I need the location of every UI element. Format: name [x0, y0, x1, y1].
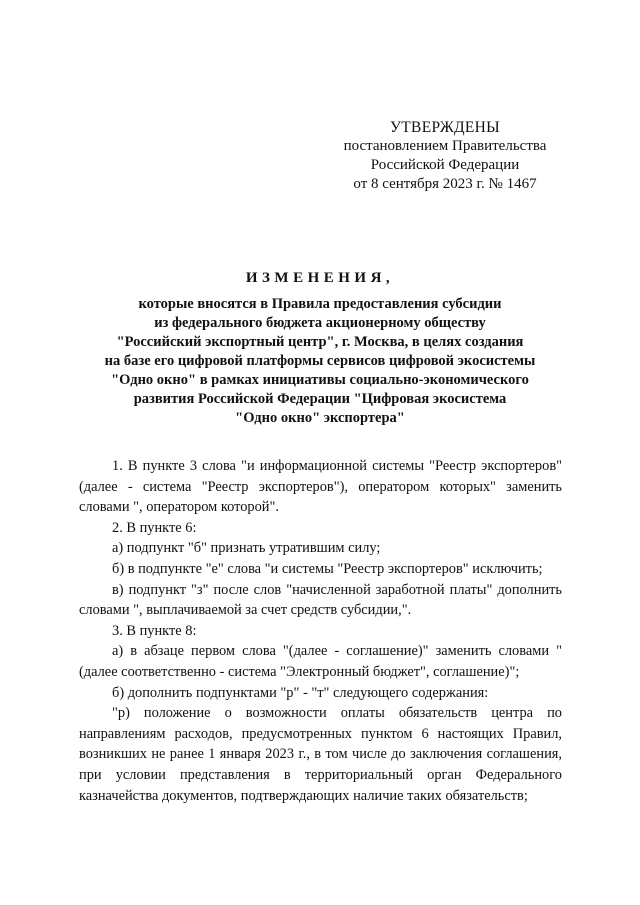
document-body [79, 456, 562, 806]
document-title: ИЗМЕНЕНИЯ, [245, 270, 395, 286]
paragraph: 3. В пункте 8: [112, 622, 197, 639]
subtitle-line: развития Российской Федерации "Цифровая экосистема [133, 391, 507, 407]
approval-heading: УТВЕРЖДЕНЫ [390, 119, 500, 136]
paragraph: 1. В пункте 3 слова "и информационной системы "Реестр экспортеров" (далее - система "Реестр экспортеров"), оператором которых" заменить словами ", оператором которой". [79, 458, 562, 516]
subtitle-line: "Одно окно" экспортера" [235, 410, 405, 426]
paragraph: а) в абзаце первом слова "(далее - соглашение)" заменить словами "(далее соответственно - система "Электронный бюджет", соглашение)"; [79, 643, 562, 680]
subtitle-line: которые вносятся в Правила предоставления субсидии [138, 296, 502, 312]
subtitle-line: "Одно окно" в рамках инициативы социально-экономического [111, 372, 529, 388]
subtitle-line: из федерального бюджета акционерному обществу [154, 315, 486, 331]
subtitle-line: на базе его цифровой платформы сервисов цифровой экосистемы [104, 353, 536, 369]
paragraph: "р) положение о возможности оплаты обязательств центра по направлениям расходов, предусмотренных пунктом 6 настоящих Правил, возникших не ранее 1 января 2023 г., в том числе до заключения соглашения, при условии представления в территориальный орган Федерального казначейства документов, подтверждающих наличие таких обязательств; [79, 705, 562, 804]
paragraph: 2. В пункте 6: [112, 519, 197, 536]
document-subtitle [60, 295, 580, 428]
subtitle-line: "Российский экспортный центр", г. Москва, в целях создания [116, 334, 524, 350]
paragraph: б) дополнить подпунктами "р" - "т" следующего содержания: [112, 684, 489, 701]
approval-stamp [330, 118, 560, 194]
approval-line: от 8 сентября 2023 г. № 1467 [353, 176, 537, 192]
approval-line: постановлением Правительства [343, 138, 547, 154]
paragraph: в) подпункт "з" после слов "начисленной заработной платы" дополнить словами ", выплачиваемой за счет средств субсидии,". [79, 581, 562, 619]
paragraph: б) в подпункте "е" слова "и системы "Реестр экспортеров" исключить; [112, 560, 543, 577]
paragraph: а) подпункт "б" признать утратившим силу; [112, 540, 381, 557]
approval-line: Российской Федерации [370, 157, 520, 173]
